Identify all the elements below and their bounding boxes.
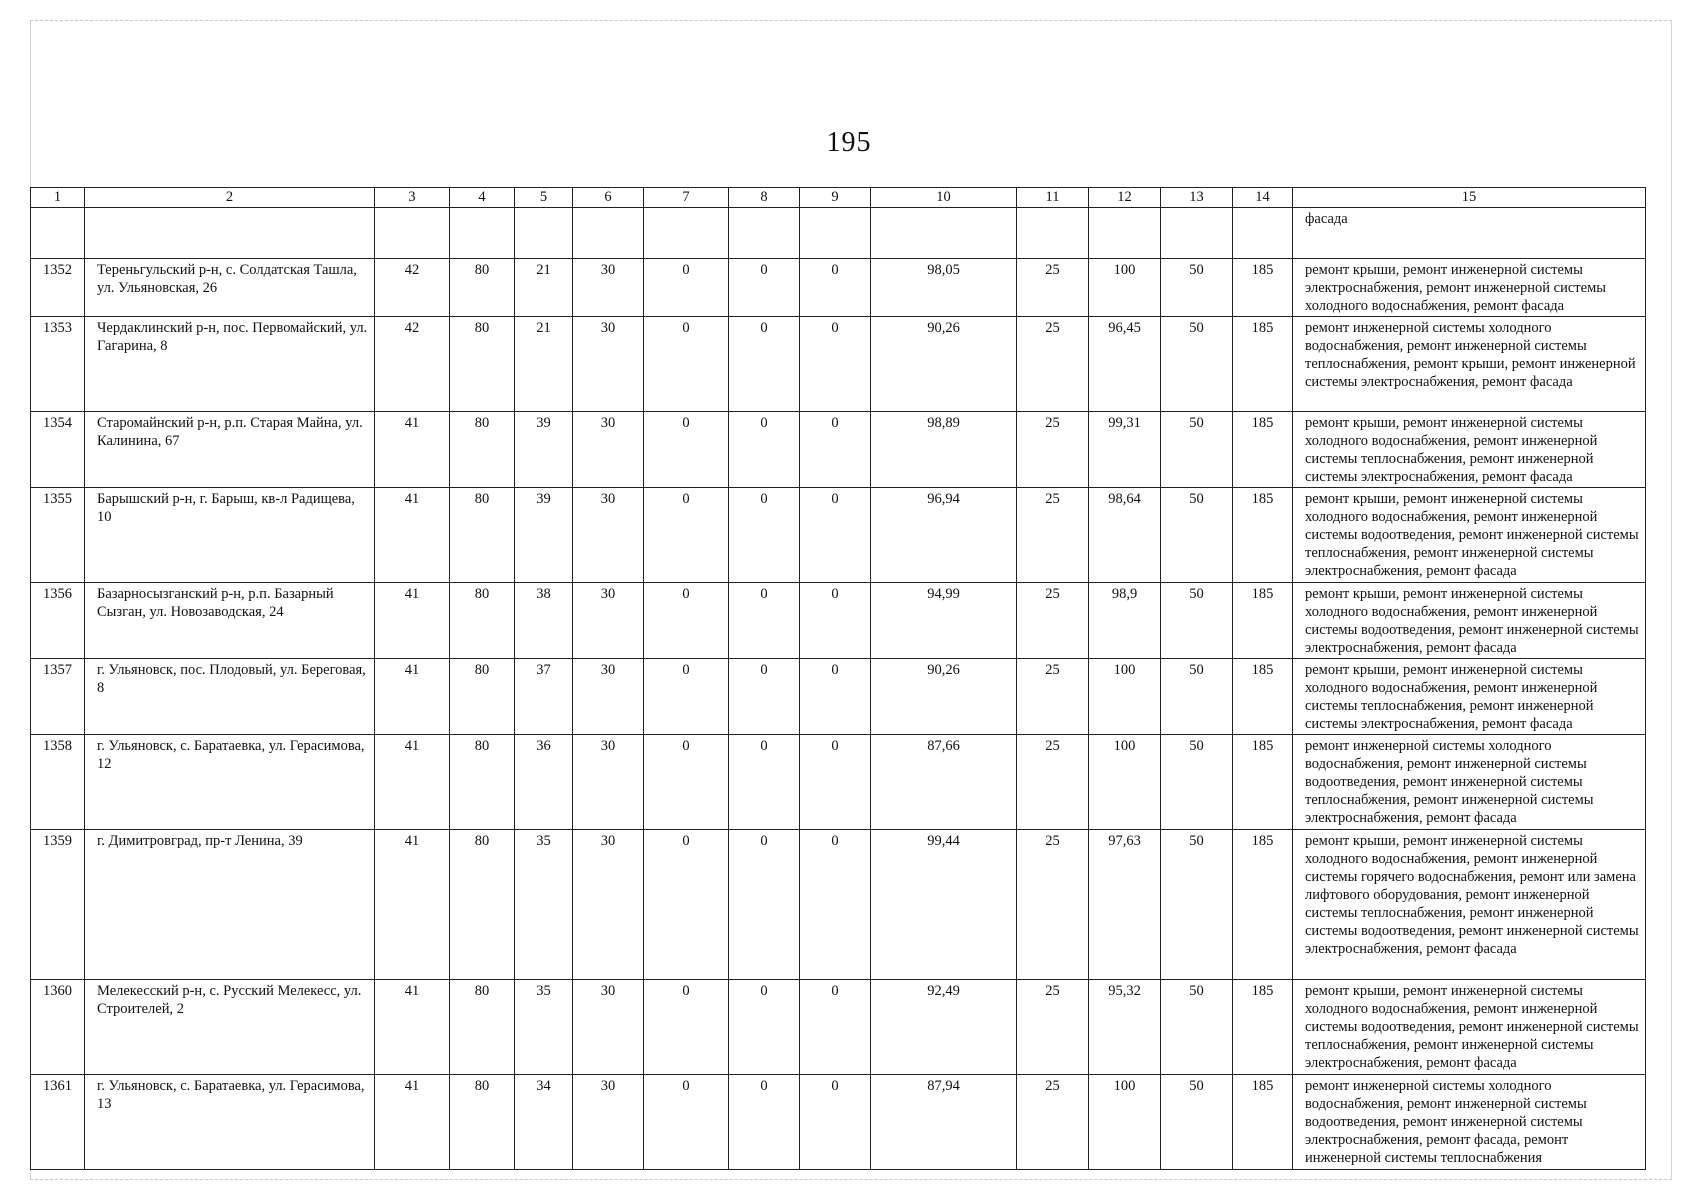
column-number-row [31, 188, 1646, 208]
value-cell: 36 [515, 735, 573, 830]
row-number-cell: 1352 [31, 259, 85, 317]
value-cell: 41 [375, 412, 450, 488]
value-cell: 30 [573, 488, 644, 583]
value-cell: 0 [729, 259, 800, 317]
value-cell: 35 [515, 830, 573, 980]
works-cell: ремонт инженерной системы холодного водоснабжения, ремонт инженерной системы водоотведения, ремонт инженерной системы теплоснабжения, ремонт инженерной системы электроснабжения, ремонт фасада [1293, 735, 1646, 830]
column-header: 13 [1161, 188, 1233, 208]
row-number-cell: 1355 [31, 488, 85, 583]
value-cell: 0 [644, 1075, 729, 1170]
address-cell: Чердаклинский р-н, пос. Первомайский, ул. Гагарина, 8 [85, 317, 375, 412]
value-cell: 90,26 [871, 317, 1017, 412]
column-header: 1 [31, 188, 85, 208]
value-cell: 90,26 [871, 659, 1017, 735]
value-cell: 0 [644, 583, 729, 659]
value-cell: 0 [644, 980, 729, 1075]
works-cell: ремонт крыши, ремонт инженерной системы электроснабжения, ремонт инженерной системы холодного водоснабжения, ремонт фасада [1293, 259, 1646, 317]
page-number: 195 [826, 127, 872, 158]
table-row [31, 1075, 1646, 1170]
value-cell: 35 [515, 980, 573, 1075]
value-cell: 0 [729, 830, 800, 980]
value-cell: 0 [729, 735, 800, 830]
value-cell: 80 [450, 412, 515, 488]
value-cell: 100 [1089, 259, 1161, 317]
works-cell: ремонт крыши, ремонт инженерной системы холодного водоснабжения, ремонт инженерной системы водоотведения, ремонт инженерной системы теплоснабжения, ремонт инженерной системы электроснабжения, ремонт фасада [1293, 488, 1646, 583]
works-cell: ремонт крыши, ремонт инженерной системы холодного водоснабжения, ремонт инженерной системы теплоснабжения, ремонт инженерной системы электроснабжения, ремонт фасада [1293, 412, 1646, 488]
value-cell: 0 [729, 583, 800, 659]
column-header: 3 [375, 188, 450, 208]
row-number-cell: 1359 [31, 830, 85, 980]
value-cell: 25 [1017, 412, 1089, 488]
value-cell: 0 [729, 1075, 800, 1170]
table-row [31, 488, 1646, 583]
value-cell: 99,44 [871, 830, 1017, 980]
value-cell: 92,49 [871, 980, 1017, 1075]
address-cell: Барышский р-н, г. Барыш, кв-л Радищева, 10 [85, 488, 375, 583]
column-header: 8 [729, 188, 800, 208]
address-cell: Старомайнский р-н, р.п. Старая Майна, ул. Калинина, 67 [85, 412, 375, 488]
value-cell: 80 [450, 317, 515, 412]
value-cell: 25 [1017, 317, 1089, 412]
continuation-row [31, 208, 1646, 259]
value-cell: 30 [573, 830, 644, 980]
value-cell: 0 [729, 980, 800, 1075]
column-header: 9 [800, 188, 871, 208]
value-cell: 0 [644, 488, 729, 583]
table-row [31, 980, 1646, 1075]
value-cell: 80 [450, 1075, 515, 1170]
value-cell: 41 [375, 659, 450, 735]
value-cell: 0 [800, 735, 871, 830]
column-header: 14 [1233, 188, 1293, 208]
value-cell: 25 [1017, 735, 1089, 830]
value-cell: 30 [573, 659, 644, 735]
value-cell: 41 [375, 488, 450, 583]
works-cell: ремонт крыши, ремонт инженерной системы холодного водоснабжения, ремонт инженерной системы теплоснабжения, ремонт инженерной системы электроснабжения, ремонт фасада [1293, 659, 1646, 735]
value-cell: 87,66 [871, 735, 1017, 830]
value-cell: 0 [800, 659, 871, 735]
column-header: 11 [1017, 188, 1089, 208]
value-cell: 21 [515, 259, 573, 317]
value-cell: 94,99 [871, 583, 1017, 659]
value-cell: 39 [515, 488, 573, 583]
value-cell: 185 [1233, 317, 1293, 412]
value-cell: 185 [1233, 583, 1293, 659]
value-cell: 0 [800, 980, 871, 1075]
table-row [31, 259, 1646, 317]
value-cell: 41 [375, 1075, 450, 1170]
column-header: 6 [573, 188, 644, 208]
value-cell: 185 [1233, 1075, 1293, 1170]
value-cell: 100 [1089, 1075, 1161, 1170]
value-cell: 41 [375, 980, 450, 1075]
value-cell: 96,45 [1089, 317, 1161, 412]
value-cell: 25 [1017, 1075, 1089, 1170]
table-row [31, 830, 1646, 980]
works-cell: ремонт крыши, ремонт инженерной системы холодного водоснабжения, ремонт инженерной системы горячего водоснабжения, ремонт или замена лифтового оборудования, ремонт инженерной системы теплоснабжения, ремонт инженерной системы водоотведения, ремонт инженерной системы электроснабжения, ремонт фасада [1293, 830, 1646, 980]
column-header: 10 [871, 188, 1017, 208]
value-cell: 0 [800, 412, 871, 488]
value-cell: 30 [573, 1075, 644, 1170]
value-cell: 39 [515, 412, 573, 488]
row-number-cell: 1356 [31, 583, 85, 659]
value-cell: 30 [573, 317, 644, 412]
value-cell: 0 [644, 317, 729, 412]
address-cell: г. Ульяновск, с. Баратаевка, ул. Герасимова, 13 [85, 1075, 375, 1170]
value-cell: 97,63 [1089, 830, 1161, 980]
value-cell: 0 [800, 488, 871, 583]
value-cell: 0 [644, 259, 729, 317]
value-cell: 50 [1161, 1075, 1233, 1170]
address-cell: Тереньгульский р-н, с. Солдатская Ташла, ул. Ульяновская, 26 [85, 259, 375, 317]
value-cell: 80 [450, 583, 515, 659]
repair-schedule-table [30, 187, 1646, 1170]
value-cell: 80 [450, 488, 515, 583]
value-cell: 185 [1233, 259, 1293, 317]
value-cell: 80 [450, 259, 515, 317]
value-cell: 96,94 [871, 488, 1017, 583]
address-cell: Базарносызганский р-н, р.п. Базарный Сызган, ул. Новозаводская, 24 [85, 583, 375, 659]
value-cell: 0 [644, 830, 729, 980]
column-header: 12 [1089, 188, 1161, 208]
value-cell: 0 [644, 659, 729, 735]
value-cell: 0 [729, 412, 800, 488]
value-cell: 42 [375, 259, 450, 317]
value-cell: 34 [515, 1075, 573, 1170]
value-cell: 185 [1233, 735, 1293, 830]
value-cell: 37 [515, 659, 573, 735]
column-header: 4 [450, 188, 515, 208]
value-cell: 100 [1089, 659, 1161, 735]
value-cell: 41 [375, 583, 450, 659]
value-cell: 0 [800, 317, 871, 412]
value-cell: 0 [800, 1075, 871, 1170]
works-cell: ремонт инженерной системы холодного водоснабжения, ремонт инженерной системы теплоснабжения, ремонт крыши, ремонт инженерной системы электроснабжения, ремонт фасада [1293, 317, 1646, 412]
value-cell: 50 [1161, 259, 1233, 317]
works-cell: ремонт крыши, ремонт инженерной системы холодного водоснабжения, ремонт инженерной системы водоотведения, ремонт инженерной системы электроснабжения, ремонт фасада [1293, 583, 1646, 659]
value-cell: 50 [1161, 317, 1233, 412]
value-cell: 95,32 [1089, 980, 1161, 1075]
value-cell: 41 [375, 830, 450, 980]
value-cell: 0 [800, 830, 871, 980]
address-cell: г. Димитровград, пр-т Ленина, 39 [85, 830, 375, 980]
value-cell: 0 [800, 259, 871, 317]
value-cell: 98,9 [1089, 583, 1161, 659]
column-header: 5 [515, 188, 573, 208]
value-cell: 25 [1017, 488, 1089, 583]
works-cell: ремонт крыши, ремонт инженерной системы холодного водоснабжения, ремонт инженерной системы водоотведения, ремонт инженерной системы теплоснабжения, ремонт инженерной системы электроснабжения, ремонт фасада [1293, 980, 1646, 1075]
value-cell: 80 [450, 659, 515, 735]
value-cell: 98,05 [871, 259, 1017, 317]
value-cell: 25 [1017, 659, 1089, 735]
row-number-cell: 1361 [31, 1075, 85, 1170]
value-cell: 99,31 [1089, 412, 1161, 488]
table-row [31, 735, 1646, 830]
value-cell: 0 [729, 317, 800, 412]
value-cell: 42 [375, 317, 450, 412]
value-cell: 0 [644, 735, 729, 830]
row-number-cell: 1360 [31, 980, 85, 1075]
value-cell: 0 [800, 583, 871, 659]
value-cell: 25 [1017, 830, 1089, 980]
value-cell: 25 [1017, 980, 1089, 1075]
value-cell: 0 [729, 488, 800, 583]
row-number-cell: 1353 [31, 317, 85, 412]
works-cell: ремонт инженерной системы холодного водоснабжения, ремонт инженерной системы водоотведения, ремонт инженерной системы электроснабжения, ремонт фасада, ремонт инженерной системы теплоснабжения [1293, 1075, 1646, 1170]
address-cell: г. Ульяновск, с. Баратаевка, ул. Герасимова, 12 [85, 735, 375, 830]
value-cell: 41 [375, 735, 450, 830]
value-cell: 185 [1233, 980, 1293, 1075]
value-cell: 50 [1161, 583, 1233, 659]
value-cell: 50 [1161, 980, 1233, 1075]
value-cell: 98,89 [871, 412, 1017, 488]
value-cell: 50 [1161, 735, 1233, 830]
value-cell: 185 [1233, 488, 1293, 583]
value-cell: 30 [573, 412, 644, 488]
table-row [31, 659, 1646, 735]
value-cell: 80 [450, 830, 515, 980]
row-number-cell: 1358 [31, 735, 85, 830]
table-row [31, 317, 1646, 412]
value-cell: 38 [515, 583, 573, 659]
address-cell: Мелекесский р-н, с. Русский Мелекесс, ул. Строителей, 2 [85, 980, 375, 1075]
value-cell: 50 [1161, 488, 1233, 583]
works-cell: фасада [1293, 208, 1646, 259]
value-cell: 50 [1161, 412, 1233, 488]
value-cell: 0 [644, 412, 729, 488]
value-cell: 80 [450, 735, 515, 830]
address-cell: г. Ульяновск, пос. Плодовый, ул. Береговая, 8 [85, 659, 375, 735]
value-cell: 185 [1233, 830, 1293, 980]
value-cell: 30 [573, 259, 644, 317]
table-row [31, 583, 1646, 659]
value-cell: 185 [1233, 659, 1293, 735]
value-cell: 100 [1089, 735, 1161, 830]
value-cell: 21 [515, 317, 573, 412]
value-cell: 0 [729, 659, 800, 735]
row-number-cell: 1357 [31, 659, 85, 735]
value-cell: 50 [1161, 830, 1233, 980]
value-cell: 80 [450, 980, 515, 1075]
value-cell: 98,64 [1089, 488, 1161, 583]
table-row [31, 412, 1646, 488]
value-cell: 25 [1017, 583, 1089, 659]
value-cell: 25 [1017, 259, 1089, 317]
value-cell: 30 [573, 583, 644, 659]
value-cell: 87,94 [871, 1075, 1017, 1170]
column-header: 15 [1293, 188, 1646, 208]
value-cell: 185 [1233, 412, 1293, 488]
value-cell: 50 [1161, 659, 1233, 735]
row-number-cell: 1354 [31, 412, 85, 488]
column-header: 7 [644, 188, 729, 208]
value-cell: 30 [573, 980, 644, 1075]
value-cell: 30 [573, 735, 644, 830]
column-header: 2 [85, 188, 375, 208]
